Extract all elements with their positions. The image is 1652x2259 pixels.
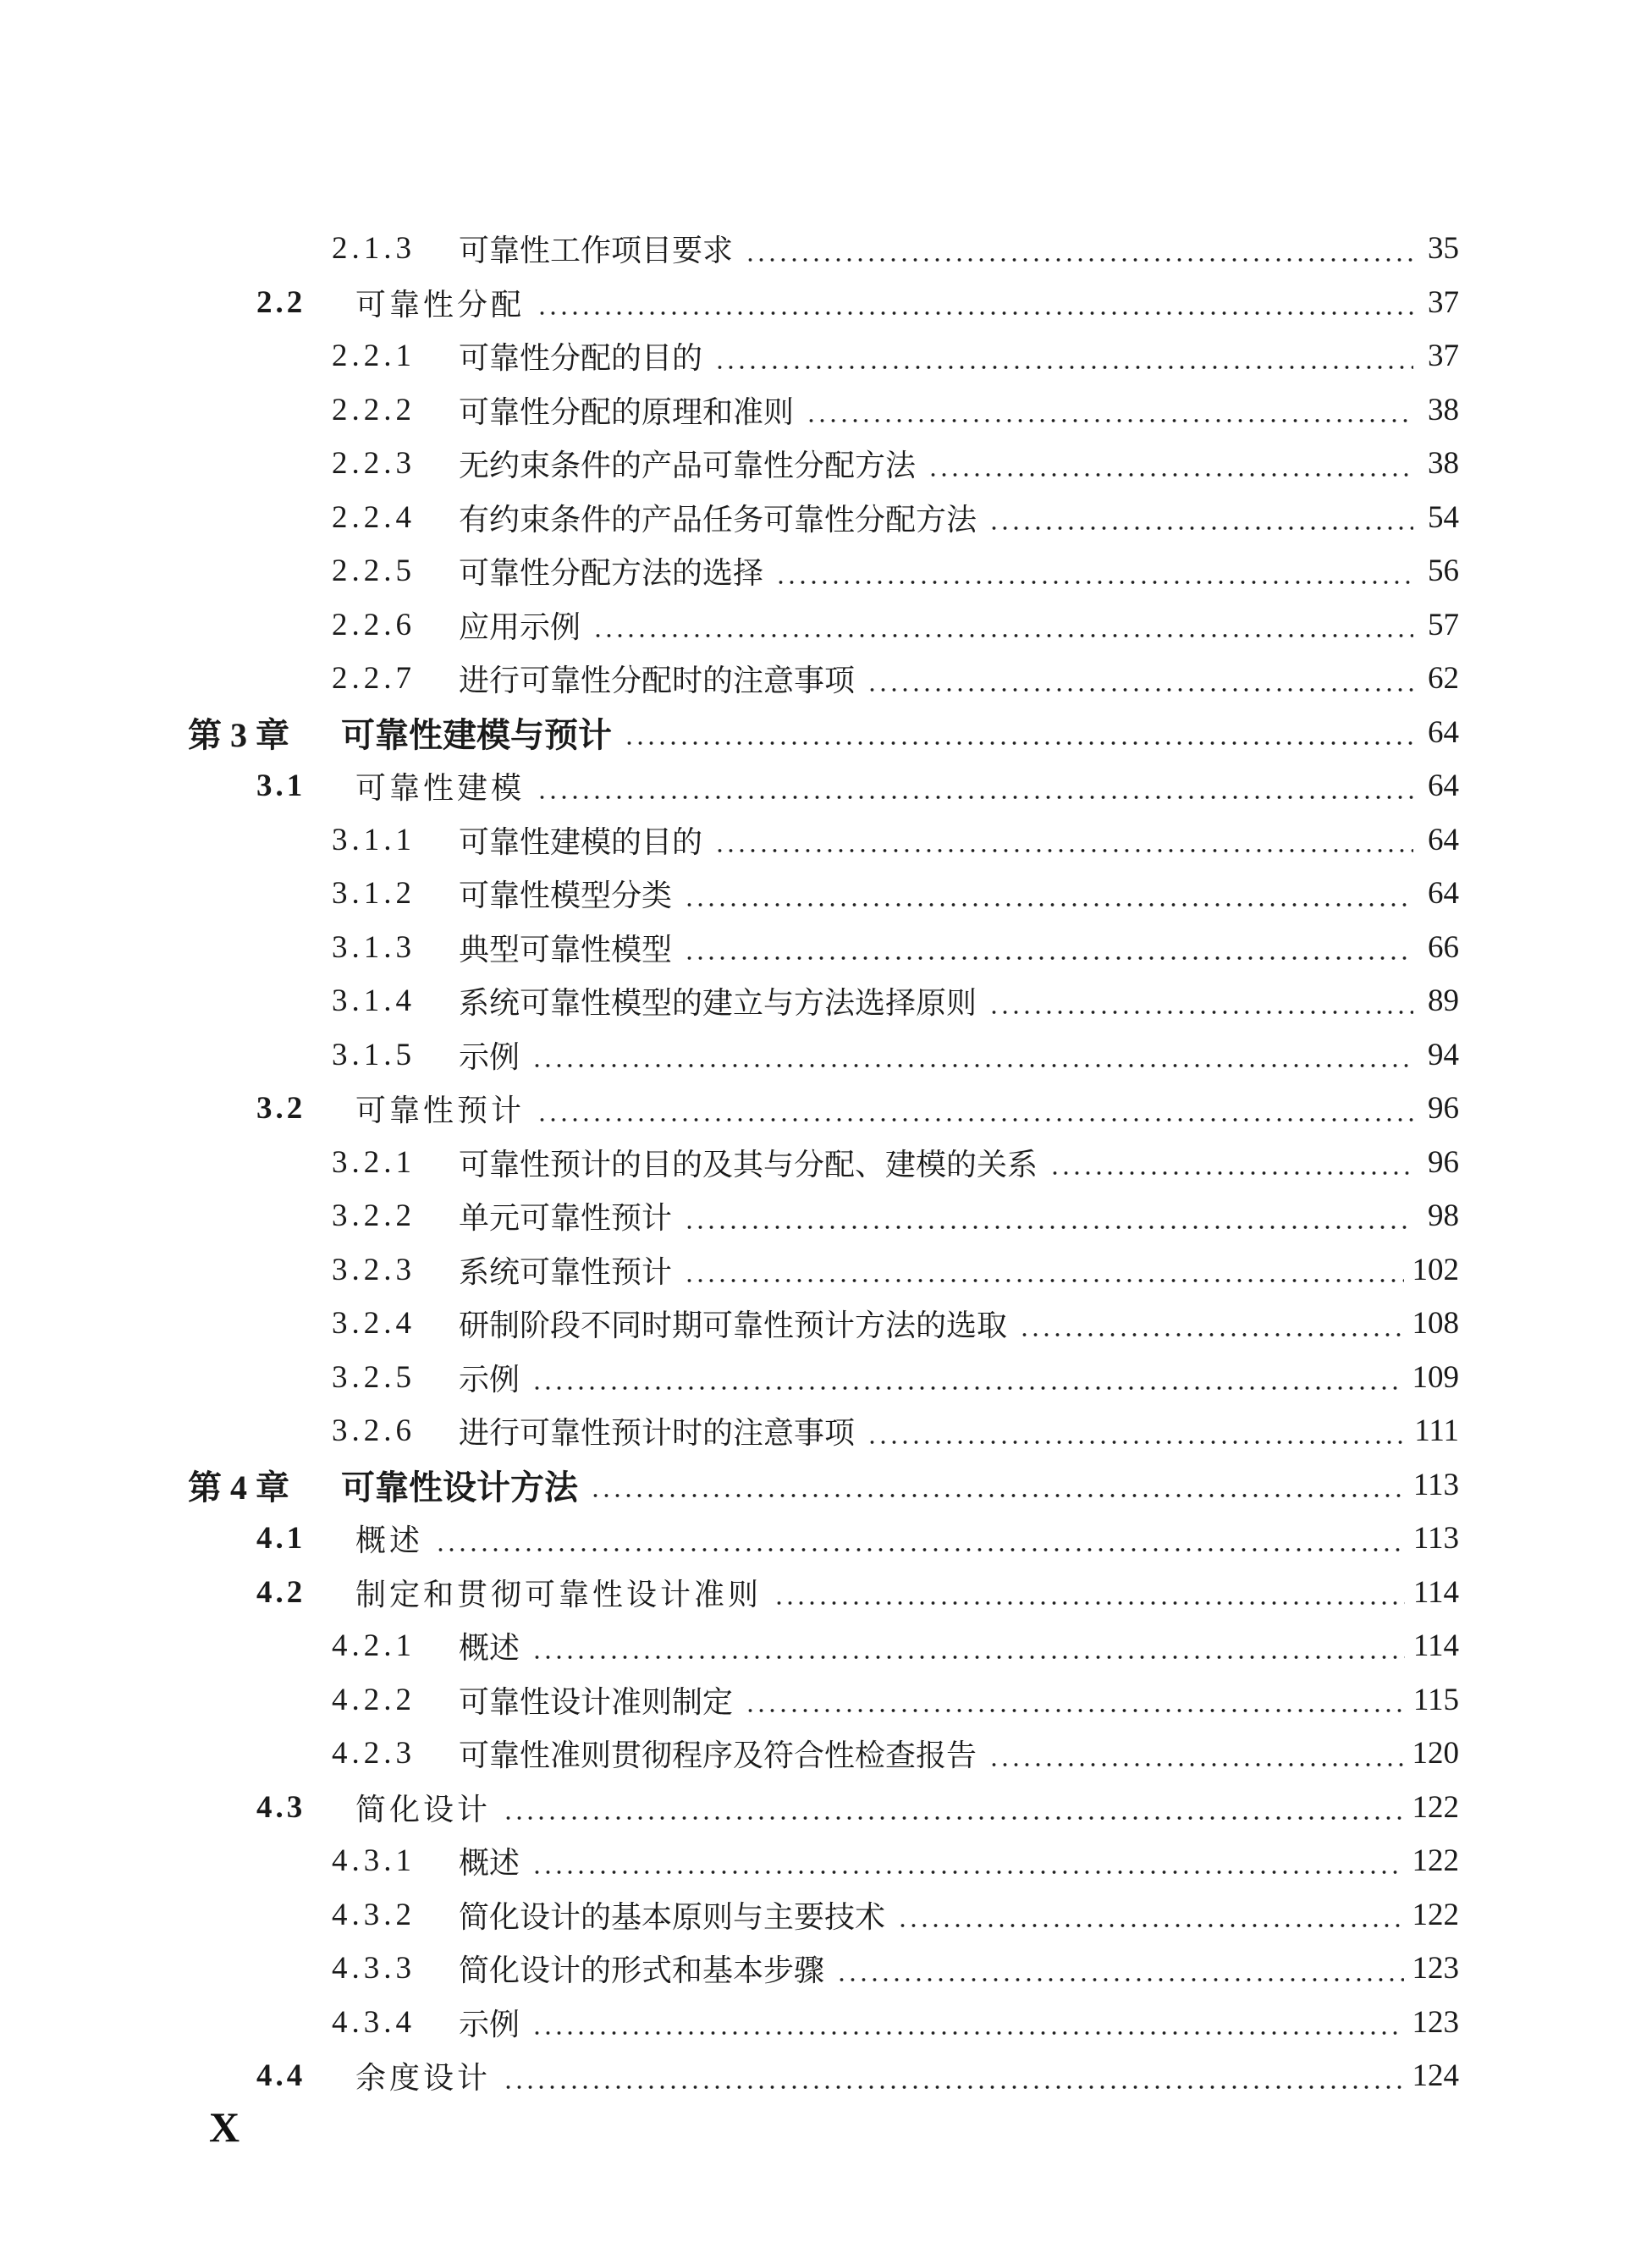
toc-entry-title: 典型可靠性模型 [459, 932, 673, 967]
toc-entry-page-number: 111 [1414, 1413, 1459, 1449]
dot-leader [988, 501, 1413, 533]
toc-entry-title: 进行可靠性预计时的注意事项 [459, 1416, 856, 1452]
toc-entry-number: 4.1 [256, 1521, 306, 1557]
toc-entry-title: 可靠性预计的目的及其与分配、建模的关系 [459, 1147, 1038, 1182]
toc-entry-title: 可靠性分配的原理和准则 [459, 394, 795, 430]
toc-subsection-entry [0, 1727, 1652, 1781]
dot-leader [684, 878, 1413, 910]
toc-entry-page-number: 64 [1428, 714, 1459, 750]
toc-entry-number: 3.2.5 [332, 1359, 416, 1395]
toc-entry-number: 4.3.2 [332, 1897, 416, 1932]
toc-chapter-entry [0, 706, 1652, 760]
toc-entry-page-number: 113 [1412, 1467, 1459, 1502]
toc-subsection-entry [0, 329, 1652, 383]
toc-entry-title: 单元可靠性预计 [459, 1201, 673, 1237]
toc-entry-title: 可靠性模型分类 [459, 879, 673, 914]
toc-entry-number: 4.3 [256, 1789, 306, 1825]
toc-entry-title: 可靠性分配的目的 [459, 341, 703, 377]
toc-subsection-entry [0, 1404, 1652, 1458]
toc-entry-number: 2.2.4 [332, 499, 416, 535]
toc-entry-title: 可靠性分配 [355, 287, 526, 322]
dot-leader [592, 609, 1413, 641]
toc-entry-title: 可靠性设计准则制定 [459, 1684, 734, 1720]
toc-subsection-entry [0, 867, 1652, 921]
toc-entry-page-number: 114 [1412, 1628, 1459, 1664]
toc-entry-title: 有约束条件的产品任务可靠性分配方法 [459, 502, 977, 537]
toc-entry-title: 可靠性建模 [355, 771, 526, 807]
toc-entry-title: 可靠性设计方法 [341, 1468, 578, 1507]
toc-subsection-entry [0, 1619, 1652, 1673]
dot-leader [537, 1093, 1413, 1125]
toc-entry-page-number: 64 [1428, 822, 1459, 857]
toc-subsection-entry [0, 544, 1652, 598]
toc-entry-number: 2.2.6 [332, 607, 416, 642]
toc-entry-title: 进行可靠性分配时的注意事项 [459, 664, 856, 699]
toc-entry-number: 4.2.2 [332, 1682, 416, 1717]
toc-subsection-entry [0, 813, 1652, 868]
dot-leader [897, 1898, 1403, 1931]
toc-entry-title: 简化设计的形式和基本步骤 [459, 1953, 825, 1989]
dot-leader [531, 1039, 1413, 1071]
toc-subsection-entry [0, 1942, 1652, 1996]
toc-entry-page-number: 37 [1428, 284, 1459, 320]
toc-entry-number: 3.1.5 [332, 1037, 416, 1072]
toc-entry-page-number: 122 [1412, 1843, 1459, 1879]
toc-subsection-entry [0, 1028, 1652, 1083]
toc-subsection-entry [0, 1673, 1652, 1727]
toc-entry-title: 研制阶段不同时期可靠性预计方法的选取 [459, 1309, 1008, 1344]
toc-entry-title: 余度设计 [355, 2061, 492, 2096]
page-folio: X [209, 2103, 240, 2151]
dot-leader [745, 1683, 1405, 1716]
toc-entry-number: 2.2.3 [332, 446, 416, 482]
toc-entry-number: 3.2.1 [332, 1144, 416, 1180]
toc-entry-number: 4.2.1 [332, 1628, 416, 1664]
dot-leader [537, 286, 1413, 318]
dot-leader [836, 1953, 1403, 1985]
dot-leader [867, 1415, 1406, 1447]
toc-entry-number: 2.1.3 [332, 231, 416, 267]
toc-entry-page-number: 120 [1412, 1736, 1459, 1771]
toc-entry-title: 简化设计的基本原则与主要技术 [459, 1899, 886, 1935]
toc-entry-title: 应用示例 [459, 609, 581, 645]
toc-entry-page-number: 102 [1412, 1252, 1459, 1287]
toc-subsection-entry [0, 437, 1652, 491]
toc-section-entry [0, 1566, 1652, 1620]
toc-entry-number: 2.2.1 [332, 339, 416, 374]
toc-entry-number: 第 3 章 [188, 715, 289, 754]
dot-leader [988, 985, 1413, 1017]
toc-entry-page-number: 56 [1428, 554, 1459, 589]
toc-entry-number: 3.2 [256, 1091, 306, 1127]
toc-section-entry [0, 2049, 1652, 2103]
toc-entry-title: 可靠性分配方法的选择 [459, 556, 764, 592]
toc-entry-number: 2.2.2 [332, 392, 416, 427]
dot-leader [684, 1200, 1413, 1232]
toc-entry-page-number: 115 [1412, 1682, 1459, 1717]
toc-entry-page-number: 122 [1412, 1789, 1459, 1825]
dot-leader [714, 824, 1413, 856]
toc-chapter-entry [0, 1458, 1652, 1512]
dot-leader [531, 2006, 1403, 2038]
toc-entry-number: 第 4 章 [188, 1468, 289, 1507]
dot-leader [928, 448, 1413, 480]
toc-entry-page-number: 38 [1428, 446, 1459, 482]
toc-entry-title: 可靠性建模的目的 [459, 824, 703, 860]
toc-subsection-entry [0, 1136, 1652, 1190]
toc-subsection-entry [0, 1834, 1652, 1888]
toc-entry-page-number: 37 [1428, 339, 1459, 374]
dot-leader [714, 340, 1413, 372]
toc-entry-page-number: 54 [1428, 499, 1459, 535]
dot-leader [503, 2060, 1403, 2092]
table-of-contents [0, 222, 1652, 2103]
toc-entry-title: 系统可靠性预计 [459, 1254, 673, 1290]
toc-entry-title: 可靠性建模与预计 [341, 715, 612, 755]
toc-entry-page-number: 89 [1428, 983, 1459, 1019]
toc-subsection-entry [0, 1888, 1652, 1942]
toc-entry-number: 2.2 [256, 284, 306, 320]
dot-leader [1019, 1308, 1403, 1340]
toc-entry-title: 制定和贯彻可靠性设计准则 [355, 1577, 763, 1612]
toc-entry-number: 3.1 [256, 769, 306, 804]
dot-leader [537, 770, 1413, 802]
toc-entry-title: 示例 [459, 1039, 520, 1075]
toc-entry-number: 3.1.3 [332, 929, 416, 965]
dot-leader [624, 716, 1413, 748]
toc-subsection-entry [0, 1243, 1652, 1298]
toc-entry-title: 系统可靠性模型的建立与方法选择原则 [459, 986, 977, 1022]
toc-entry-title: 示例 [459, 1362, 520, 1397]
toc-entry-page-number: 57 [1428, 607, 1459, 642]
toc-entry-number: 4.2 [256, 1574, 306, 1610]
toc-subsection-entry [0, 974, 1652, 1028]
dot-leader [867, 663, 1413, 695]
toc-entry-page-number: 123 [1412, 2004, 1459, 2040]
toc-entry-page-number: 114 [1412, 1574, 1459, 1610]
dot-leader [988, 1738, 1403, 1770]
toc-subsection-entry [0, 222, 1652, 276]
toc-entry-page-number: 108 [1412, 1306, 1459, 1342]
toc-entry-page-number: 64 [1428, 876, 1459, 912]
toc-entry-title: 概述 [355, 1523, 424, 1559]
toc-subsection-entry [0, 921, 1652, 975]
toc-entry-number: 3.2.6 [332, 1413, 416, 1449]
toc-entry-page-number: 113 [1412, 1521, 1459, 1557]
toc-entry-page-number: 123 [1412, 1951, 1459, 1986]
toc-entry-page-number: 35 [1428, 231, 1459, 267]
toc-entry-title: 可靠性预计 [355, 1094, 526, 1129]
toc-entry-number: 3.2.2 [332, 1198, 416, 1234]
toc-entry-title: 无约束条件的产品可靠性分配方法 [459, 449, 917, 484]
toc-entry-page-number: 62 [1428, 661, 1459, 697]
toc-section-entry [0, 276, 1652, 330]
dot-leader [531, 1630, 1405, 1662]
toc-entry-page-number: 124 [1412, 2058, 1459, 2094]
toc-entry-page-number: 96 [1428, 1091, 1459, 1127]
dot-leader [806, 394, 1413, 426]
toc-subsection-entry [0, 652, 1652, 706]
dot-leader [684, 1253, 1403, 1286]
toc-entry-page-number: 96 [1428, 1144, 1459, 1180]
toc-entry-page-number: 122 [1412, 1897, 1459, 1932]
toc-entry-title: 概述 [459, 1631, 520, 1667]
toc-subsection-entry [0, 491, 1652, 545]
toc-entry-page-number: 109 [1412, 1359, 1459, 1395]
toc-entry-title: 简化设计 [355, 1792, 492, 1827]
toc-entry-page-number: 98 [1428, 1198, 1459, 1234]
toc-subsection-entry [0, 383, 1652, 438]
toc-entry-title: 可靠性准则贯彻程序及符合性检查报告 [459, 1738, 977, 1774]
toc-entry-number: 3.1.2 [332, 876, 416, 912]
toc-entry-page-number: 66 [1428, 929, 1459, 965]
toc-section-entry [0, 1781, 1652, 1835]
toc-entry-number: 2.2.5 [332, 554, 416, 589]
dot-leader [774, 1576, 1405, 1608]
toc-entry-number: 4.4 [256, 2058, 306, 2094]
toc-subsection-entry [0, 598, 1652, 653]
toc-section-entry [0, 1512, 1652, 1566]
toc-entry-page-number: 94 [1428, 1037, 1459, 1072]
dot-leader [531, 1361, 1403, 1393]
toc-entry-title: 示例 [459, 2007, 520, 2042]
toc-entry-number: 4.3.3 [332, 1951, 416, 1986]
toc-entry-title: 可靠性工作项目要求 [459, 234, 734, 269]
toc-subsection-entry [0, 1351, 1652, 1405]
toc-subsection-entry [0, 1996, 1652, 2050]
dot-leader [775, 555, 1413, 587]
toc-entry-number: 3.2.3 [332, 1252, 416, 1287]
dot-leader [745, 233, 1413, 265]
toc-section-entry [0, 1082, 1652, 1136]
toc-entry-number: 3.2.4 [332, 1306, 416, 1342]
toc-entry-page-number: 64 [1428, 769, 1459, 804]
toc-subsection-entry [0, 1297, 1652, 1351]
dot-leader [1049, 1146, 1413, 1178]
toc-entry-page-number: 38 [1428, 392, 1459, 427]
toc-entry-number: 4.3.4 [332, 2004, 416, 2040]
toc-entry-number: 3.1.1 [332, 822, 416, 857]
dot-leader [684, 931, 1413, 963]
dot-leader [531, 1845, 1403, 1877]
dot-leader [503, 1791, 1403, 1823]
toc-entry-number: 3.1.4 [332, 983, 416, 1019]
toc-subsection-entry [0, 1189, 1652, 1243]
toc-section-entry [0, 759, 1652, 813]
dot-leader [435, 1523, 1405, 1555]
toc-entry-number: 4.2.3 [332, 1736, 416, 1771]
dot-leader [590, 1468, 1405, 1501]
toc-entry-title: 概述 [459, 1846, 520, 1882]
toc-entry-number: 2.2.7 [332, 661, 416, 697]
toc-entry-number: 4.3.1 [332, 1843, 416, 1879]
